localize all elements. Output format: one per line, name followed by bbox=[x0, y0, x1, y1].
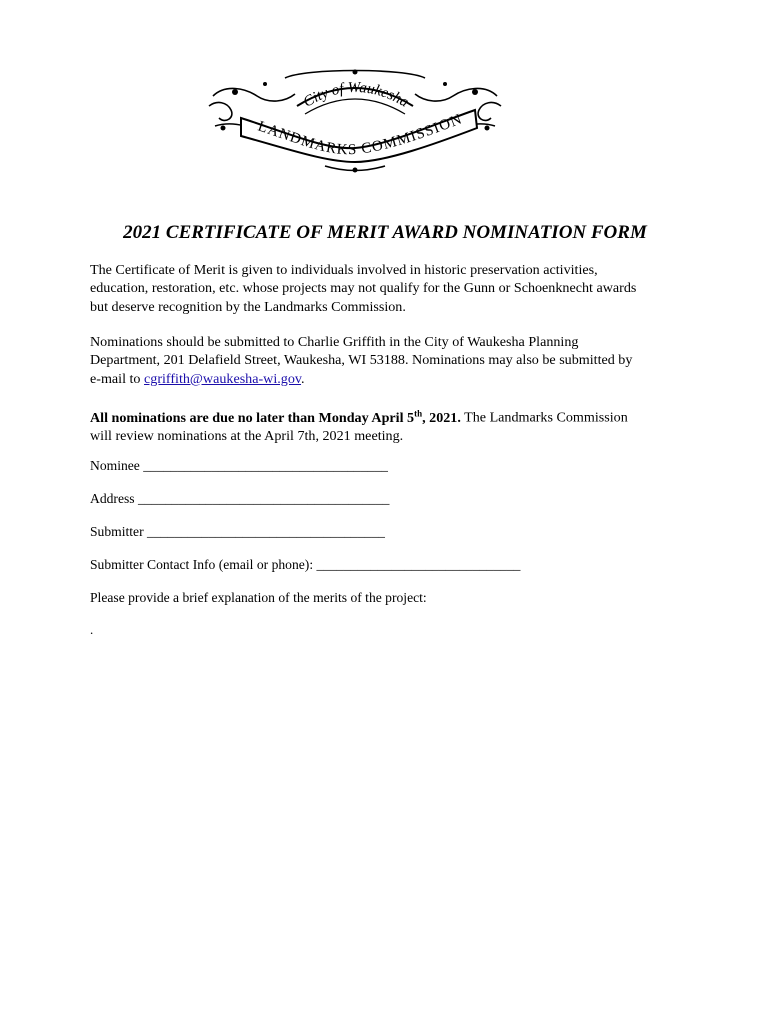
explanation-prompt: Please provide a brief explanation of the merits of the project: bbox=[90, 590, 427, 605]
deadline-sup: th bbox=[414, 408, 423, 418]
svg-text:City of Waukesha bbox=[301, 80, 412, 111]
logo-commission-name: LANDMARKS COMMISSION bbox=[255, 111, 465, 159]
contact-field[interactable]: Submitter Contact Info (email or phone): ______________________________ bbox=[90, 557, 521, 572]
deadline-bold bbox=[90, 410, 461, 426]
submitter-field[interactable]: Submitter ___________________________________ bbox=[90, 524, 385, 539]
submission-line: Department, 201 Delafield Street, Waukesha, WI 53188. Nominations may also be submitted by bbox=[90, 352, 633, 369]
intro-paragraph bbox=[90, 261, 690, 316]
intro-line: education, restoration, etc. whose projects may not qualify for the Gunn or Schoenknecht awards bbox=[90, 280, 637, 297]
email-prefix: e-mail to bbox=[90, 370, 145, 387]
submission-line: Nominations should be submitted to Charlie Griffith in the City of Waukesha Planning bbox=[90, 334, 579, 350]
trailing-mark: . bbox=[90, 622, 94, 637]
address-field[interactable]: Address _____________________________________ bbox=[90, 491, 390, 506]
nominee-field[interactable]: Nominee ____________________________________ bbox=[90, 458, 388, 473]
deadline-paragraph bbox=[90, 404, 690, 445]
submission-line bbox=[90, 370, 690, 388]
logo-city-name: City of Waukesha bbox=[300, 79, 412, 111]
form-title: 2021 CERTIFICATE OF MERIT AWARD NOMINATION FORM bbox=[123, 222, 647, 243]
deadline-line bbox=[90, 404, 690, 427]
submission-paragraph bbox=[90, 333, 690, 388]
deadline-rest: The Landmarks Commission bbox=[460, 409, 628, 426]
deadline-bold-prefix: All nominations are due no later than Monday April 5 bbox=[90, 409, 415, 426]
deadline-line: will review nominations at the April 7th, 2021 meeting. bbox=[90, 427, 404, 444]
email-suffix: . bbox=[301, 370, 305, 387]
intro-line: but deserve recognition by the Landmarks Commission. bbox=[90, 298, 406, 315]
deadline-bold-suffix: , 2021. bbox=[422, 409, 461, 426]
svg-text:LANDMARKS COMMISSION bbox=[256, 111, 465, 158]
landmarks-commission-logo bbox=[205, 66, 505, 174]
intro-line: The Certificate of Merit is given to individuals involved in historic preservation activities, bbox=[90, 262, 598, 278]
email-link[interactable]: cgriffith@waukesha-wi.gov bbox=[144, 370, 302, 387]
